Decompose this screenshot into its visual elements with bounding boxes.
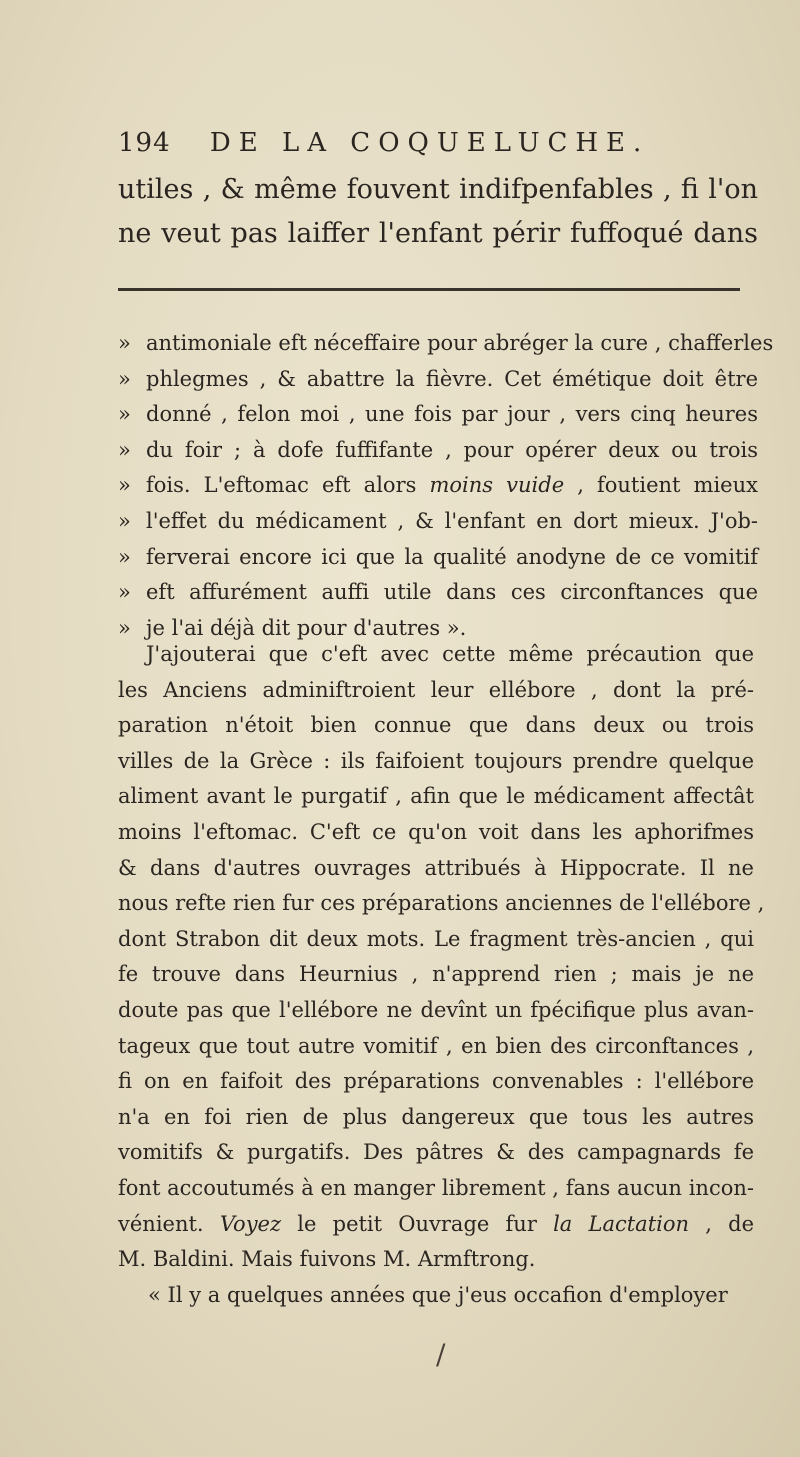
quote-text: donné , felon moi , une fois par jour , vers cinq heures <box>146 402 758 427</box>
footer-mark: / <box>436 1338 446 1371</box>
quote-text <box>146 468 758 504</box>
text-part: le petit Ouvrage fur <box>281 1211 554 1236</box>
text-line: n'a en foi rien de plus dangereux que tous les autres <box>118 1104 754 1129</box>
text-line: dont Strabon dit deux mots. Le fragment très-ancien , qui <box>118 926 754 951</box>
quote-line <box>118 397 758 433</box>
body-paragraph <box>118 637 765 1313</box>
quote-text: phlegmes , & abattre la fièvre. Cet émétique doit être <box>146 366 758 391</box>
text-line: M. Baldini. Mais fuivons M. Armftrong. <box>118 1247 536 1272</box>
text-line: utiles , & même fouvent indifpenfables , fi l'on <box>118 174 758 205</box>
quote-text: du foir ; à dofe fuffifante , pour opérer deux ou trois <box>146 437 758 462</box>
quote-text: je l'ai déjà dit pour d'autres ». <box>146 615 467 640</box>
quote-line <box>118 504 758 540</box>
text-line: villes de la Grèce : ils faifoient toujours prendre quelque <box>118 748 754 773</box>
text-line: fi on en faifoit des préparations convenables : l'ellébore <box>118 1069 754 1094</box>
text-line: tageux que tout autre vomitif , en bien des circonftances , <box>118 1033 754 1058</box>
quote-line <box>118 362 758 398</box>
quote-text: ferverai encore ici que la qualité anodyne de ce vomitif <box>146 544 758 569</box>
running-header <box>118 128 758 158</box>
page-number: 194 <box>118 128 171 158</box>
quote-mark: » <box>118 580 131 605</box>
quote-mark: » <box>118 331 131 355</box>
quote-mark: » <box>118 473 131 498</box>
quote-mark: » <box>118 508 131 533</box>
quote-line <box>118 540 758 576</box>
italic-voyez: Voyez <box>219 1211 282 1236</box>
running-title: DE LA COQUELUCHE. <box>209 128 650 158</box>
quote-mark: » <box>118 366 131 391</box>
text-part: vénient. <box>118 1211 220 1236</box>
text-line: doute pas que l'ellébore ne devînt un fpécifique plus avan- <box>118 997 754 1022</box>
quote-line <box>118 575 758 611</box>
quote-mark: » <box>118 437 131 462</box>
text-line: paration n'étoit bien connue que dans deux ou trois <box>118 713 754 738</box>
quote-mark: » <box>118 402 131 427</box>
text-line: ne veut pas laiffer l'enfant périr fuffoqué dans <box>118 218 758 249</box>
quote-mark: » <box>118 544 131 569</box>
text-line: fe trouve dans Heurnius , n'apprend rien ; mais je ne <box>118 962 754 987</box>
quote-text: l'effet du médicament , & l'enfant en dort mieux. J'ob- <box>146 508 758 533</box>
text-line: & dans d'autres ouvrages attribués à Hippocrate. Il ne <box>118 855 754 880</box>
text-line: nous refte rien fur ces préparations anciennes de l'ellébore , <box>118 891 765 916</box>
quote-text: antimoniale eft néceffaire pour abréger la cure , chafferles <box>146 331 774 355</box>
quote-text-part: , foutient mieux <box>564 473 758 498</box>
quoted-passage <box>118 326 774 646</box>
quote-text: eft affurément auffi utile dans ces circonftances que <box>146 580 758 605</box>
text-line: moins l'eftomac. C'eft ce qu'on voit dans les aphorifmes <box>118 819 754 844</box>
quote-text-part: fois. L'eftomac eft alors <box>146 473 417 498</box>
divider-rule <box>118 288 740 291</box>
italic-lactation: la Lactation <box>553 1211 690 1236</box>
text-line <box>118 1207 754 1243</box>
quote-line <box>118 433 758 469</box>
italic-phrase: moins vuide <box>429 473 565 498</box>
quote-line <box>118 326 774 362</box>
text-line: « Il y a quelques années que j'eus occafion d'employer <box>148 1282 728 1307</box>
quote-line <box>118 468 758 504</box>
text-line: J'ajouterai que c'eft avec cette même précaution que <box>146 642 754 666</box>
text-line: les Anciens adminiftroient leur ellébore , dont la pré- <box>118 677 754 702</box>
top-paragraph <box>118 168 758 256</box>
text-line: aliment avant le purgatif , afin que le médicament affectât <box>118 784 754 809</box>
quote-mark: » <box>118 615 131 640</box>
text-part: , de <box>689 1211 754 1236</box>
text-line: vomitifs & purgatifs. Des pâtres & des campagnards fe <box>118 1140 754 1165</box>
text-line: font accoutumés à en manger librement , fans aucun incon- <box>118 1175 754 1200</box>
